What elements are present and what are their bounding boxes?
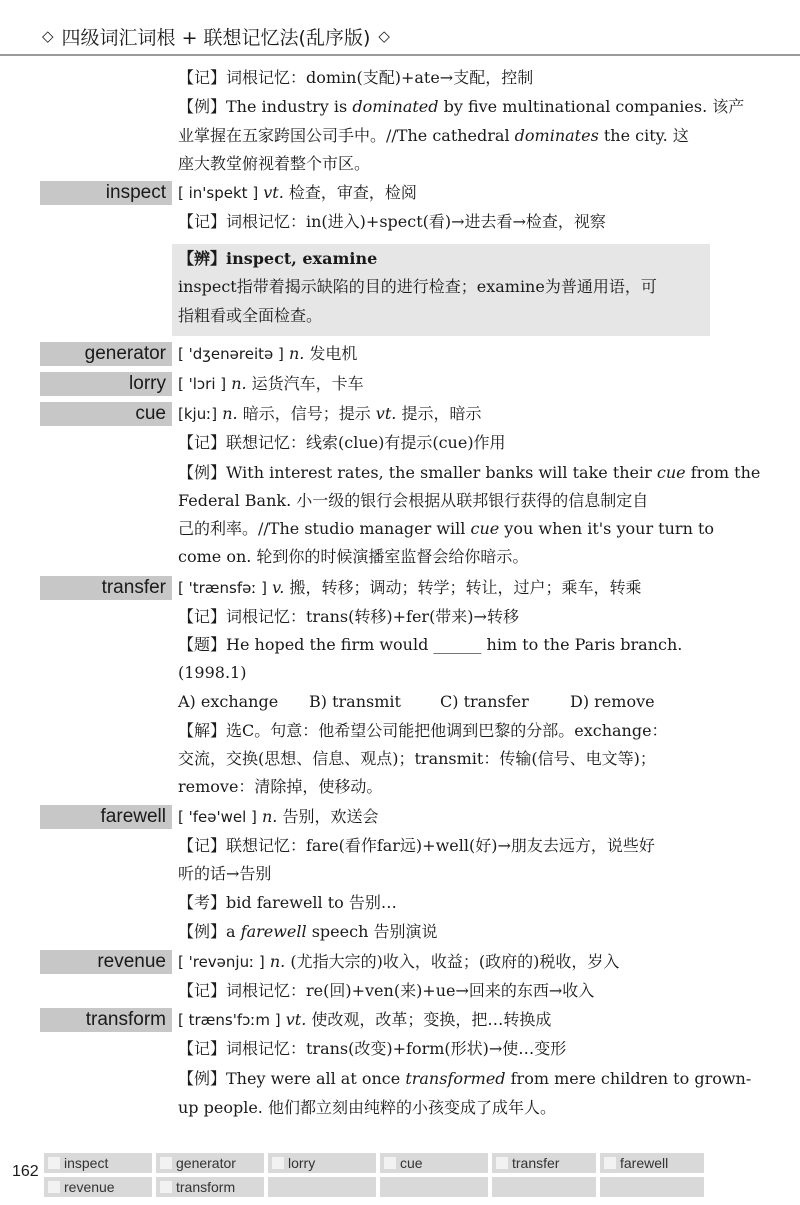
- transfer-explanation: 【解】选C。句意：他希望公司能把他调到巴黎的分部。exchange：: [178, 721, 668, 740]
- cue-example-line: Federal Bank. 小一级的银行会根据从联邦银行获得的信息制定自: [178, 491, 649, 510]
- checklist-empty-cell: [380, 1177, 488, 1197]
- transform-example-line: 【例】They were all at once transformed from mere children to grown-: [178, 1069, 752, 1088]
- transfer-explanation: remove：清除掉，使移动。: [178, 777, 383, 796]
- checklist-item[interactable]: revenue: [44, 1177, 152, 1197]
- running-header: [34, 22, 398, 50]
- farewell-mnemonic: 听的话→告别: [178, 864, 272, 883]
- headword-transform: transform: [40, 1008, 172, 1032]
- revenue-mnemonic: 【记】词根记忆：re(回)+ven(来)+ue→回来的东西→收入: [178, 981, 595, 1000]
- cue-example-line: come on. 轮到你的时候演播室监督会给你暗示。: [178, 547, 529, 566]
- transfer-definition: [ 'trænsfəː ] v. 搬，转移；调动；转学；转让，过户；乘车，转乘: [178, 578, 642, 597]
- checklist-item[interactable]: inspect: [44, 1153, 152, 1173]
- diamond-icon: ◇: [378, 27, 390, 45]
- headword-inspect: inspect: [40, 181, 172, 205]
- checklist-item[interactable]: transform: [156, 1177, 264, 1197]
- inspect-discrimination-title: 【辨】inspect, examine: [178, 249, 378, 268]
- checklist-item[interactable]: generator: [156, 1153, 264, 1173]
- cue-example-line: 【例】With interest rates, the smaller banks will take their cue from the: [178, 463, 761, 482]
- checklist-item[interactable]: cue: [380, 1153, 488, 1173]
- checklist-empty-cell: [268, 1177, 376, 1197]
- transfer-question-source: (1998.1): [178, 663, 247, 682]
- transform-example-line: up people. 他们都立刻由纯粹的小孩变成了成年人。: [178, 1098, 556, 1117]
- dominate-mnemonic: 【记】词根记忆：domin(支配)+ate→支配，控制: [178, 68, 534, 87]
- checklist-item[interactable]: transfer: [492, 1153, 596, 1173]
- revenue-definition: [ 'revənjuː ] n. (尤指大宗的)收入，收益；(政府的)税收，岁入: [178, 952, 620, 971]
- dominate-example-line: 座大教堂俯视着整个市区。: [178, 154, 371, 173]
- checkbox-icon[interactable]: [160, 1157, 172, 1169]
- farewell-definition: [ 'feə'wel ] n. 告别，欢送会: [178, 807, 379, 826]
- checklist-item[interactable]: farewell: [600, 1153, 704, 1173]
- lorry-definition: [ 'lɔri ] n. 运货汽车，卡车: [178, 374, 364, 393]
- headword-revenue: revenue: [40, 950, 172, 974]
- transform-mnemonic: 【记】词根记忆：trans(改变)+form(形状)→使…变形: [178, 1039, 567, 1058]
- headword-transfer: transfer: [40, 576, 172, 600]
- checkbox-icon[interactable]: [496, 1157, 508, 1169]
- checkbox-icon[interactable]: [604, 1157, 616, 1169]
- dominate-example-line: 业掌握在五家跨国公司手中。//The cathedral dominates the city. 这: [178, 126, 689, 145]
- review-checklist: [44, 1153, 704, 1199]
- transform-definition: [ træns'fɔːm ] vt. 使改观，改革；变换，把…转换成: [178, 1010, 552, 1029]
- headword-cue: cue: [40, 402, 172, 426]
- diamond-icon: ◇: [42, 27, 54, 45]
- generator-definition: [ 'dʒenəreitə ] n. 发电机: [178, 344, 358, 363]
- inspect-discrimination-text: inspect指带着揭示缺陷的目的进行检查；examine为普通用语，可: [178, 277, 657, 296]
- checkbox-icon[interactable]: [160, 1181, 172, 1193]
- header-divider: [0, 54, 800, 56]
- headword-generator: generator: [40, 342, 172, 366]
- cue-example-line: 己的利率。//The studio manager will cue you when it's your turn to: [178, 519, 715, 538]
- checklist-item[interactable]: lorry: [268, 1153, 376, 1173]
- transfer-explanation: 交流，交换(思想、信息、观点)；transmit：传输(信号、电文等)；: [178, 749, 656, 768]
- checklist-empty-cell: [600, 1177, 704, 1197]
- option-d: D) remove: [570, 692, 655, 711]
- inspect-definition: [ in'spekt ] vt. 检查，审查，检阅: [178, 183, 417, 202]
- checklist-empty-cell: [492, 1177, 596, 1197]
- option-c: C) transfer: [440, 692, 529, 711]
- inspect-mnemonic: 【记】词根记忆：in(进入)+spect(看)→进去看→检查，视察: [178, 212, 606, 231]
- headword-lorry: lorry: [40, 372, 172, 396]
- inspect-discrimination-text: 指粗看或全面检查。: [178, 306, 323, 325]
- page-number: 162: [12, 1163, 39, 1180]
- checkbox-icon[interactable]: [384, 1157, 396, 1169]
- dominate-example-line: 【例】The industry is dominated by five multinational companies. 该产: [178, 97, 745, 116]
- checkbox-icon[interactable]: [48, 1157, 60, 1169]
- farewell-example: 【例】a farewell speech 告别演说: [178, 922, 438, 941]
- checkbox-icon[interactable]: [272, 1157, 284, 1169]
- farewell-mnemonic: 【记】联想记忆：fare(看作far远)+well(好)→朋友去远方，说些好: [178, 836, 655, 855]
- farewell-exam-note: 【考】bid farewell to 告别…: [178, 893, 397, 912]
- transfer-question: 【题】He hoped the firm would ______ him to the Paris branch.: [178, 635, 683, 654]
- cue-mnemonic: 【记】联想记忆：线索(clue)有提示(cue)作用: [178, 433, 506, 452]
- cue-definition: [kjuː] n. 暗示，信号；提示 vt. 提示，暗示: [178, 404, 482, 423]
- transfer-mnemonic: 【记】词根记忆：trans(转移)+fer(带来)→转移: [178, 607, 519, 626]
- checkbox-icon[interactable]: [48, 1181, 60, 1193]
- option-a: A) exchange: [178, 692, 279, 711]
- header-title: 四级词汇词根 + 联想记忆法(乱序版): [61, 26, 371, 49]
- headword-farewell: farewell: [40, 805, 172, 829]
- option-b: B) transmit: [309, 692, 401, 711]
